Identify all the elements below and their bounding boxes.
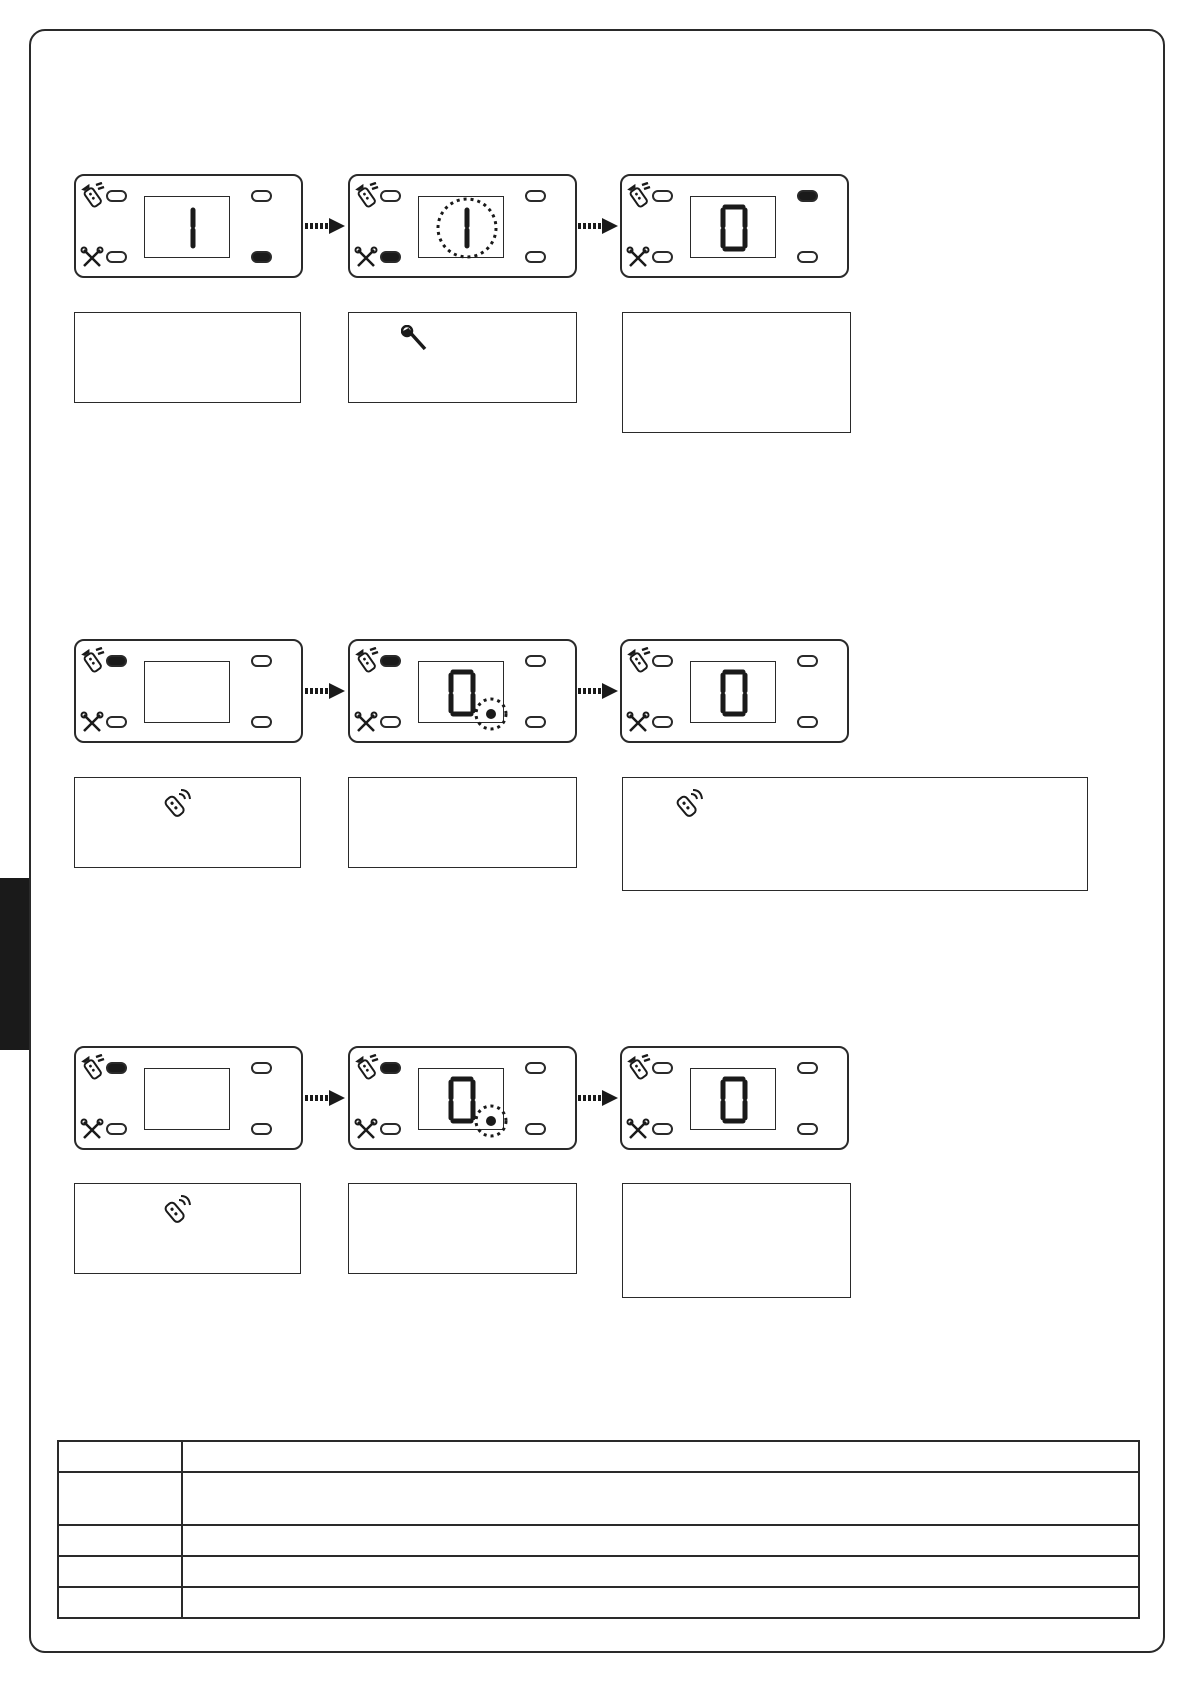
wrench-icon: [354, 1118, 378, 1142]
display-screen: [690, 1068, 776, 1130]
wrench-icon: [626, 246, 650, 270]
indicator-led-lit: [797, 190, 818, 202]
table-cell-key: [58, 1556, 182, 1587]
indicator-led: [525, 190, 546, 202]
indicator-led: [106, 190, 127, 202]
table-cell-key: [58, 1441, 182, 1472]
seven-segment-digit-0-dot-blinking: [419, 1069, 519, 1144]
indicator-led-lit: [380, 655, 401, 667]
indicator-led: [251, 655, 272, 667]
legend-table: [57, 1440, 1140, 1619]
wrench-icon: [80, 246, 104, 270]
indicator-led: [797, 716, 818, 728]
step-description-box: [348, 312, 577, 403]
step-description-box: [622, 1183, 851, 1298]
remote-control-icon: [354, 182, 380, 210]
seven-segment-digit-0: [691, 197, 777, 259]
table-cell-key: [58, 1472, 182, 1525]
display-screen: [418, 661, 504, 723]
control-panel: [74, 174, 303, 278]
remote-control-icon: [80, 647, 106, 675]
control-panel: [620, 639, 849, 743]
dotted-arrow-right-icon: [578, 1088, 620, 1108]
remote-control-icon: [626, 182, 652, 210]
indicator-led: [797, 655, 818, 667]
wrench-icon: [401, 325, 429, 353]
display-screen: [690, 196, 776, 258]
table-cell-key: [58, 1525, 182, 1556]
dotted-arrow-right-icon: [305, 1088, 347, 1108]
table-cell-value: [182, 1441, 1139, 1472]
display-screen: [144, 661, 230, 723]
dotted-arrow-right-icon: [305, 216, 347, 236]
indicator-led: [652, 190, 673, 202]
seven-segment-digit-0: [691, 662, 777, 724]
table-row: [58, 1556, 1139, 1587]
indicator-led: [251, 1123, 272, 1135]
indicator-led: [251, 716, 272, 728]
control-panel: [348, 174, 577, 278]
control-panel: [74, 639, 303, 743]
display-screen: [690, 661, 776, 723]
wrench-icon: [80, 711, 104, 735]
step-description-box: [74, 312, 301, 403]
display-screen: [418, 1068, 504, 1130]
seven-segment-digit-1-blinking: [419, 197, 505, 259]
control-panel: [620, 1046, 849, 1150]
seven-segment-digit-1: [145, 197, 231, 259]
control-panel: [74, 1046, 303, 1150]
remote-control-icon: [626, 647, 652, 675]
step-description-box: [622, 777, 1088, 891]
table-row: [58, 1525, 1139, 1556]
indicator-led: [652, 1123, 673, 1135]
indicator-led-lit: [106, 1062, 127, 1074]
table-row: [58, 1587, 1139, 1618]
remote-control-icon: [673, 788, 703, 820]
step-description-box: [348, 777, 577, 868]
display-screen: [144, 1068, 230, 1130]
indicator-led: [106, 251, 127, 263]
table-cell-value: [182, 1472, 1139, 1525]
indicator-led: [251, 1062, 272, 1074]
indicator-led: [797, 251, 818, 263]
indicator-led-lit: [380, 1062, 401, 1074]
indicator-led: [652, 1062, 673, 1074]
wrench-icon: [626, 711, 650, 735]
indicator-led: [106, 1123, 127, 1135]
table-cell-value: [182, 1556, 1139, 1587]
indicator-led: [251, 190, 272, 202]
indicator-led: [652, 655, 673, 667]
remote-control-icon: [161, 1194, 191, 1226]
seven-segment-digit-0: [691, 1069, 777, 1131]
indicator-led: [652, 251, 673, 263]
indicator-led: [380, 716, 401, 728]
table-cell-key: [58, 1587, 182, 1618]
indicator-led: [652, 716, 673, 728]
indicator-led: [380, 1123, 401, 1135]
table-cell-value: [182, 1525, 1139, 1556]
indicator-led-lit: [380, 251, 401, 263]
table-row: [58, 1441, 1139, 1472]
step-description-box: [348, 1183, 577, 1274]
remote-control-icon: [80, 1054, 106, 1082]
step-description-box: [74, 777, 301, 868]
remote-control-icon: [80, 182, 106, 210]
remote-control-icon: [161, 788, 191, 820]
control-panel: [348, 1046, 577, 1150]
seven-segment-digit-0-dot-blinking: [419, 662, 519, 737]
dotted-arrow-right-icon: [578, 681, 620, 701]
wrench-icon: [626, 1118, 650, 1142]
indicator-led: [106, 716, 127, 728]
remote-control-icon: [354, 1054, 380, 1082]
indicator-led: [525, 716, 546, 728]
display-screen: [144, 196, 230, 258]
dotted-arrow-right-icon: [305, 681, 347, 701]
step-description-box: [622, 312, 851, 433]
indicator-led: [525, 1062, 546, 1074]
table-cell-value: [182, 1587, 1139, 1618]
wrench-icon: [80, 1118, 104, 1142]
indicator-led: [525, 1123, 546, 1135]
side-section-tab: [0, 878, 29, 1050]
indicator-led-lit: [106, 655, 127, 667]
display-screen: [418, 196, 504, 258]
dotted-arrow-right-icon: [578, 216, 620, 236]
indicator-led-lit: [251, 251, 272, 263]
remote-control-icon: [626, 1054, 652, 1082]
control-panel: [348, 639, 577, 743]
wrench-icon: [354, 711, 378, 735]
indicator-led: [380, 190, 401, 202]
indicator-led: [525, 655, 546, 667]
control-panel: [620, 174, 849, 278]
indicator-led: [797, 1123, 818, 1135]
table-row: [58, 1472, 1139, 1525]
indicator-led: [525, 251, 546, 263]
wrench-icon: [354, 246, 378, 270]
step-description-box: [74, 1183, 301, 1274]
remote-control-icon: [354, 647, 380, 675]
indicator-led: [797, 1062, 818, 1074]
